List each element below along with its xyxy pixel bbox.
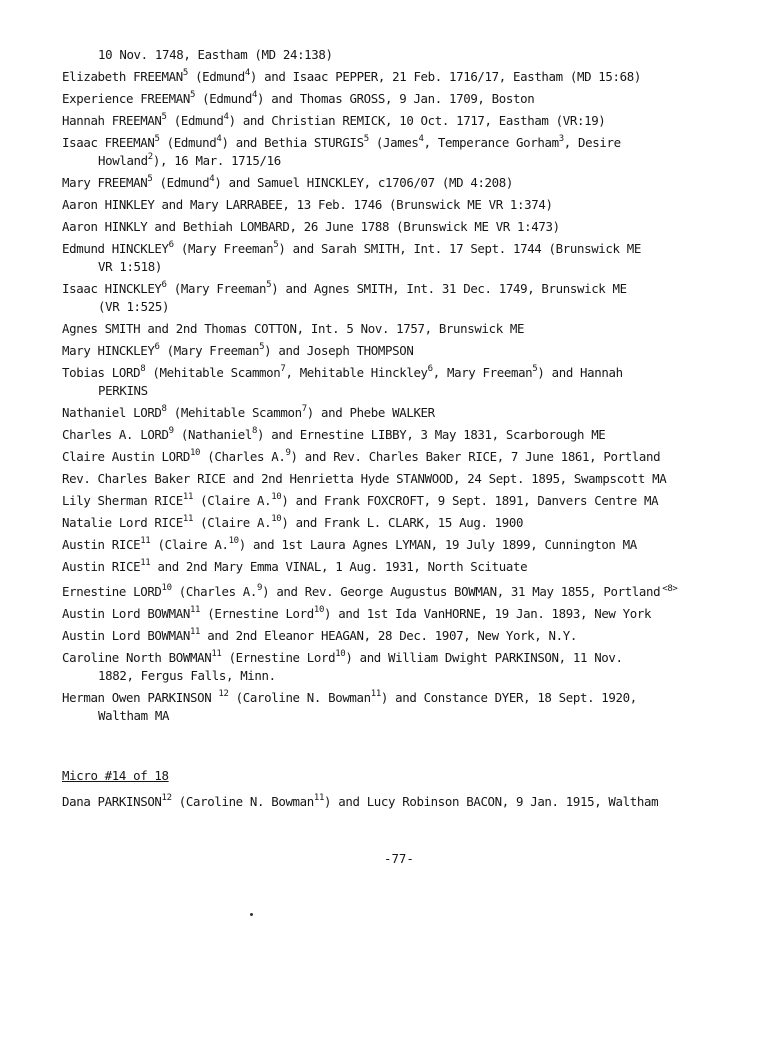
marriage-entry [62,605,742,623]
entry-line: Ernestine LORD$^{10}$ (Charles A.$^9$) and Rev. George Augustus BOWMAN, 31 May 1855, Portland [62,583,661,599]
marriage-entry [62,280,742,316]
generation-superscript: 12 [218,689,229,699]
marriage-entry [62,218,742,236]
entry-line: Natalie Lord RICE$^{11}$ (Claire A.$^{10}$) and Frank L. CLARK, 15 Aug. 1900 [62,514,524,530]
entry-line: Austin RICE$^{11}$ (Claire A.$^{10}$) and 1st Laura Agnes LYMAN, 19 July 1899, Cunnington MA [62,536,637,552]
marriage-entry [62,558,742,576]
generation-superscript: 10 [228,536,239,546]
generation-superscript: 4 [216,134,222,144]
marriage-entry [62,470,742,488]
entry-continuation-line: VR 1:518) [98,259,162,274]
entry-line: Aaron HINKLEY and Mary LARRABEE, 13 Feb. 1746 (Brunswick ME VR 1:374) [62,197,553,212]
entry-line: Elizabeth FREEMAN$^5$ (Edmund$^4$) and Isaac PEPPER, 21 Feb. 1716/17, Eastham (MD 15:68) [62,68,641,84]
page-number: -77- [384,851,414,866]
marriage-entry [62,342,742,360]
entry-line: Charles A. LORD$^9$ (Nathaniel$^8$) and Ernestine LIBBY, 3 May 1831, Scarborough ME [62,426,606,442]
generation-superscript: 3 [558,134,564,144]
generation-superscript: 11 [370,689,381,699]
generation-superscript: 5 [161,112,167,122]
generation-superscript: 8 [140,364,146,374]
marriage-entry [62,689,742,725]
entry-line: Lily Sherman RICE$^{11}$ (Claire A.$^{10}$) and Frank FOXCROFT, 9 Sept. 1891, Danvers Centre MA [62,492,659,508]
entry-line: Nathaniel LORD$^8$ (Mehitable Scammon$^7$) and Phebe WALKER [62,404,435,420]
generation-superscript: 4 [209,174,215,184]
generation-superscript: 11 [182,492,194,502]
generation-superscript: 2 [147,152,153,162]
marriage-entries-list [62,46,742,729]
marriage-entry [62,90,742,108]
marriage-entry [62,492,742,510]
stray-dot [250,913,253,916]
marriage-entry [62,174,742,192]
generation-superscript: 11 [189,627,201,637]
generation-superscript: 4 [418,134,424,144]
generation-superscript: 9 [285,448,291,458]
generation-superscript: 5 [266,280,272,290]
generation-superscript: 6 [427,364,433,374]
marriage-entry [62,68,742,86]
generation-superscript: 7 [280,364,286,374]
generation-superscript: 11 [140,536,151,546]
generation-superscript: 5 [273,240,279,250]
generation-superscript: 11 [211,649,222,659]
marriage-entry [62,627,742,645]
entry-line: Isaac HINCKLEY$^6$ (Mary Freeman$^5$) and Agnes SMITH, Int. 31 Dec. 1749, Brunswick ME [62,280,627,296]
generation-superscript: 11 [140,558,151,568]
entry-line: Austin Lord BOWMAN$^{11}$ (Ernestine Lord$^{10}$) and 1st Ida VanHORNE, 19 Jan. 1893, New York [62,605,652,621]
generation-superscript: 5 [182,68,188,78]
generation-superscript: 11 [182,514,194,524]
marriage-entry [62,536,742,554]
entry-continuation-line: 1882, Fergus Falls, Minn. [98,668,276,683]
generation-superscript: 8 [251,426,258,436]
generation-superscript: 11 [189,605,201,615]
entry-line: Claire Austin LORD$^{10}$ (Charles A.$^9$) and Rev. Charles Baker RICE, 7 June 1861, Portland [62,448,661,464]
micro-heading: Micro #14 of 18 [62,768,169,783]
entry-line: Caroline North BOWMAN$^{11}$ (Ernestine Lord$^{10}$) and William Dwight PARKINSON, 11 Nov. [62,649,623,665]
entry-line: Agnes SMITH and 2nd Thomas COTTON, Int. 5 Nov. 1757, Brunswick ME [62,321,525,336]
entry-mark: <8> [662,584,678,594]
generation-superscript: 11 [313,793,325,803]
generation-superscript: 10 [271,514,282,524]
entry-continuation-line: PERKINS [98,383,148,398]
entry-line: 10 Nov. 1748, Eastham (MD 24:138) [98,47,333,62]
generation-superscript: 4 [244,68,250,78]
entry-line: Aaron HINKLY and Bethiah LOMBARD, 26 June 1788 (Brunswick ME VR 1:473) [62,219,560,234]
generation-superscript: 9 [257,583,263,593]
entry-line: Mary HINCKLEY$^6$ (Mary Freeman$^5$) and Joseph THOMPSON [62,342,414,358]
entry-line: Experience FREEMAN$^5$ (Edmund$^4$) and Thomas GROSS, 9 Jan. 1709, Boston [62,90,535,106]
marriage-entry [62,580,742,601]
generation-superscript: 8 [161,404,167,414]
generation-superscript: 6 [161,280,167,290]
marriage-entry [62,364,742,400]
entry-continuation-line: Howland$^2$), 16 Mar. 1715/16 [98,152,281,168]
entry-line: Hannah FREEMAN$^5$ (Edmund$^4$) and Christian REMICK, 10 Oct. 1717, Eastham (VR:19) [62,112,606,128]
generation-superscript: 5 [363,134,369,144]
generation-superscript: 5 [154,134,160,144]
last-entry: Dana PARKINSON$^{12}$ (Caroline N. Bowman$^{11}$) and Lucy Robinson BACON, 9 Jan. 1915, Waltham [62,793,659,809]
entry-line: Isaac FREEMAN$^5$ (Edmund$^4$) and Bethia STURGIS$^5$ (James$^4$, Temperance Gorham$^3$, Desire [62,134,621,150]
entry-line: Tobias LORD$^8$ (Mehitable Scammon$^7$, Mehitable Hinckley$^6$, Mary Freeman$^5$) and Hannah [62,364,623,380]
generation-superscript: 10 [313,605,325,615]
entry-line: Austin RICE$^{11}$ and 2nd Mary Emma VINAL, 1 Aug. 1931, North Scituate [62,558,528,574]
generation-superscript: 5 [259,342,265,352]
marriage-entry [62,514,742,532]
entry-line: Austin Lord BOWMAN$^{11}$ and 2nd Eleanor HEAGAN, 28 Dec. 1907, New York, N.Y. [62,627,577,643]
marriage-entry [62,649,742,685]
marriage-entry [62,134,742,170]
generation-superscript: 5 [147,174,153,184]
marriage-entry [62,320,742,338]
generation-superscript: 6 [154,342,160,352]
entry-continuation-line: (VR 1:525) [98,299,170,314]
generation-superscript: 7 [301,404,307,414]
generation-superscript: 10 [335,649,346,659]
marriage-entry [62,404,742,422]
entry-line: Mary FREEMAN$^5$ (Edmund$^4$) and Samuel HINCKLEY, c1706/07 (MD 4:208) [62,174,513,190]
marriage-entry [62,112,742,130]
generation-superscript: 5 [532,364,538,374]
generation-superscript: 6 [168,240,174,250]
marriage-entry [62,448,742,466]
generation-superscript: 4 [251,90,258,100]
generation-superscript: 12 [161,793,172,803]
marriage-entry [62,426,742,444]
generation-superscript: 9 [168,426,174,436]
marriage-entry [62,46,742,64]
entry-line: Rev. Charles Baker RICE and 2nd Henrietta Hyde STANWOOD, 24 Sept. 1895, Swampscott MA [62,471,667,486]
generation-superscript: 10 [271,492,282,502]
generation-superscript: 10 [161,583,172,593]
entry-line: Edmund HINCKLEY$^6$ (Mary Freeman$^5$) and Sarah SMITH, Int. 17 Sept. 1744 (Brunswick ME [62,240,641,256]
entry-continuation-line: Waltham MA [98,708,170,723]
marriage-entry [62,196,742,214]
generation-superscript: 5 [189,90,196,100]
marriage-entry [62,240,742,276]
generation-superscript: 4 [223,112,229,122]
generation-superscript: 10 [189,448,201,458]
entry-line: Herman Owen PARKINSON $^{12}$ (Caroline N. Bowman$^{11}$) and Constance DYER, 18 Sept. 1920, [62,689,637,705]
